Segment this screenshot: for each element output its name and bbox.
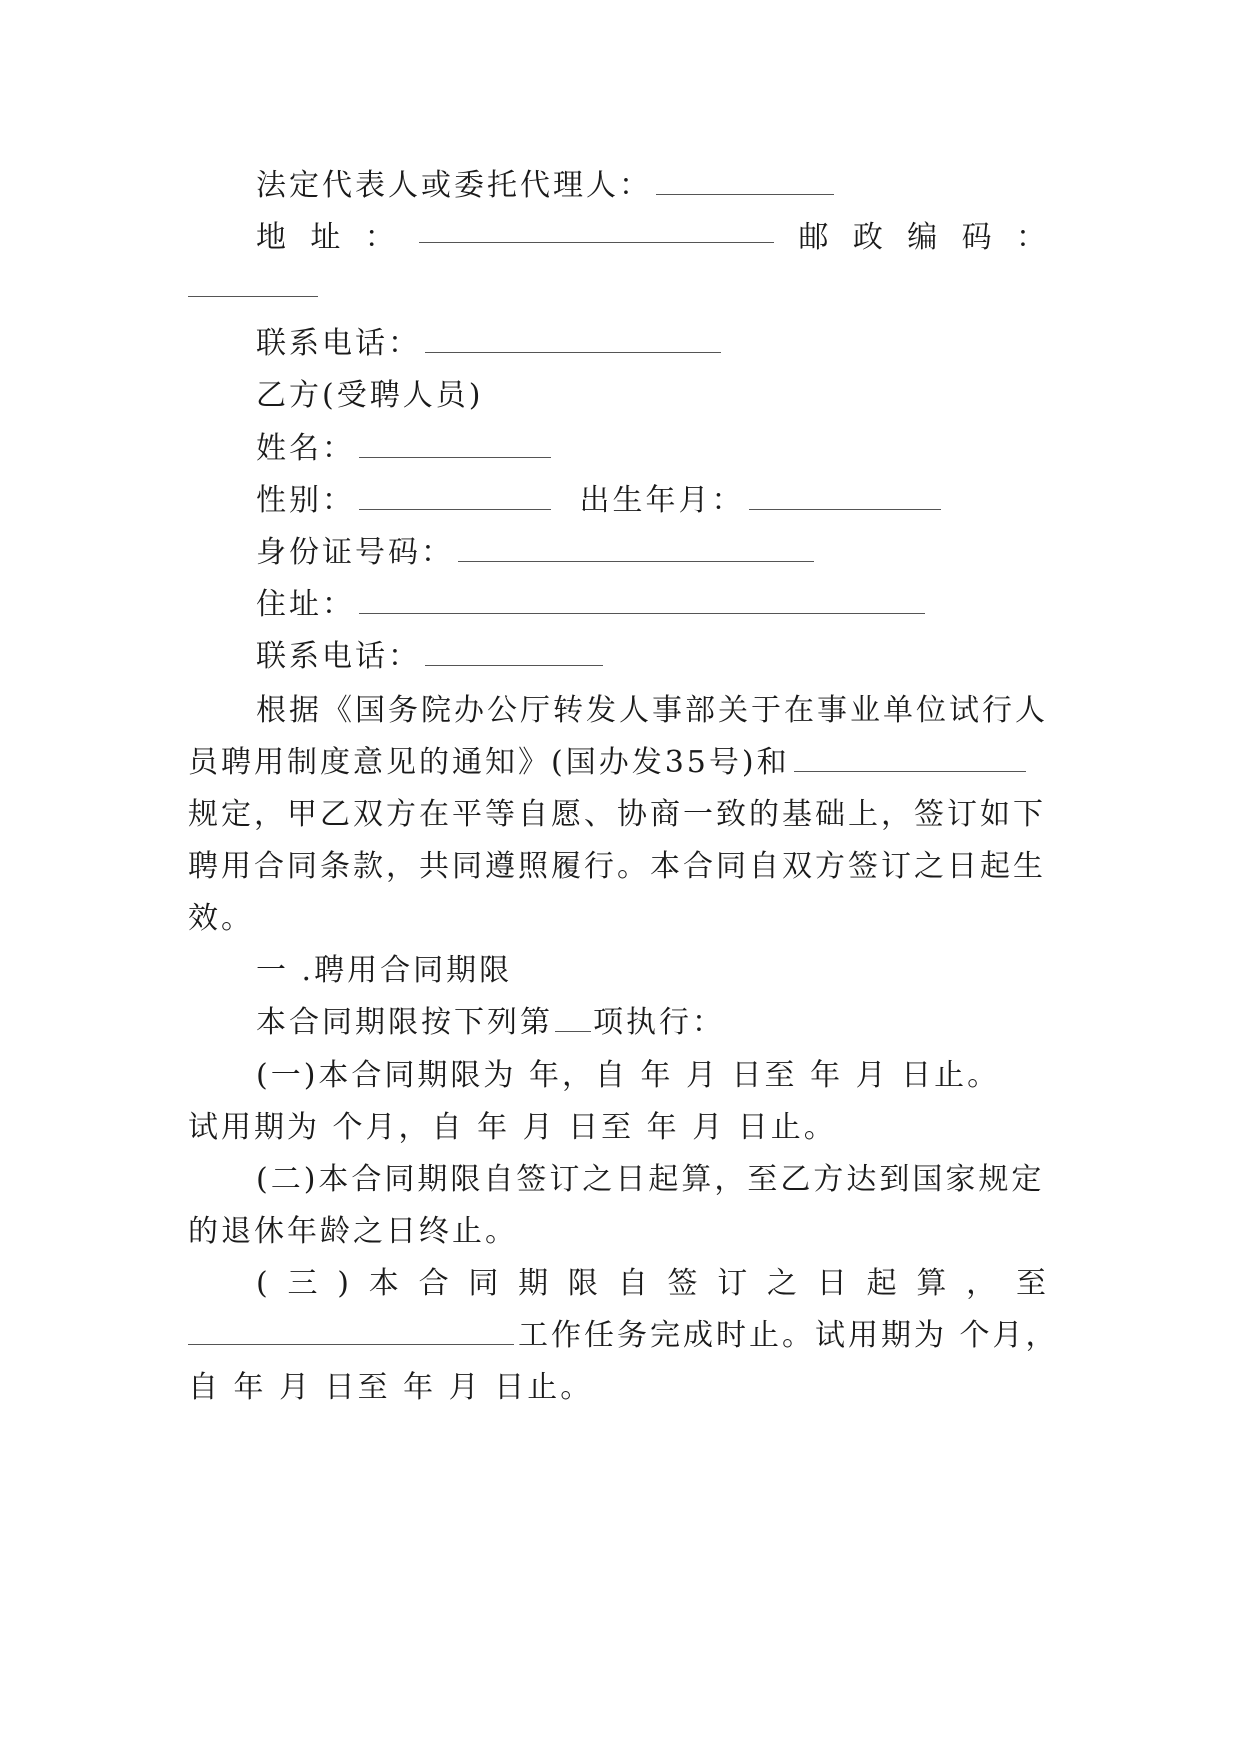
address-char: 码 xyxy=(961,220,992,255)
section-1-heading: 一 .聘用合同期限 xyxy=(256,953,513,988)
term-item-2-line-1: (二)本合同期限自签订之日起算，至乙方达到国家规定 xyxy=(256,1162,1045,1197)
gender-birth-line xyxy=(256,479,1116,523)
birth-label: 出生年月： xyxy=(579,483,745,518)
term-intro-before: 本合同期限按下列第 xyxy=(256,1005,553,1040)
address-char: 邮 xyxy=(798,220,829,255)
party-a-phone-line xyxy=(256,322,1116,366)
id-number-label: 身份证号码： xyxy=(256,535,454,570)
party-a-phone-blank xyxy=(425,326,721,353)
term-option-blank xyxy=(555,1005,591,1032)
preamble-line-1: 根据《国务院办公厅转发人事部关于在事业单位试行人 xyxy=(256,693,1048,728)
residence-blank xyxy=(359,587,925,614)
preamble-line-4: 聘用合同条款，共同遵照履行。本合同自双方签订之日起生 xyxy=(188,849,1046,884)
term-item-3-char: 三 xyxy=(287,1266,318,1301)
legal-rep-blank xyxy=(656,168,834,195)
term-item-3-char: ) xyxy=(337,1266,349,1301)
address-char: ： xyxy=(1016,220,1046,255)
term-intro-after: 项执行： xyxy=(593,1005,725,1040)
regulation-blank xyxy=(794,745,1026,772)
term-item-3-char: 同 xyxy=(468,1266,499,1301)
preamble-line-3: 规定，甲乙双方在平等自愿、协商一致的基础上，签订如下 xyxy=(188,797,1046,832)
postal-code-blank xyxy=(188,270,318,297)
postal-code-line xyxy=(188,266,1048,310)
name-label: 姓名： xyxy=(256,431,355,466)
term-item-3-char: 签 xyxy=(667,1266,698,1301)
term-item-1-line-2: 试用期为 个月，自 年 月 日至 年 月 日止。 xyxy=(188,1110,837,1145)
term-item-3-line-1 xyxy=(256,1262,1046,1306)
preamble-line-2-text: 员聘用制度意见的通知》(国办发35号)和 xyxy=(188,745,790,780)
gender-label: 性别： xyxy=(256,483,355,518)
party-b-phone-label: 联系电话： xyxy=(256,639,421,674)
address-char: 地 xyxy=(256,220,286,255)
address-char: 址 xyxy=(310,220,341,255)
term-item-3-char: 日 xyxy=(816,1266,847,1301)
term-item-1-line-1: (一)本合同期限为 年，自 年 月 日至 年 月 日止。 xyxy=(256,1058,1001,1093)
term-item-3-char: ( xyxy=(256,1266,268,1301)
address-char: 编 xyxy=(907,220,938,255)
name-blank xyxy=(359,431,551,458)
term-item-3-char: 起 xyxy=(866,1266,897,1301)
legal-rep-label: 法定代表人或委托代理人： xyxy=(256,168,652,203)
gender-blank xyxy=(359,483,551,510)
term-item-3-line-2 xyxy=(188,1314,1059,1358)
address-char: 政 xyxy=(852,220,883,255)
party-b-phone-blank xyxy=(425,639,603,666)
term-item-3-line-2-text: 工作任务完成时止。试用期为 个月， xyxy=(518,1318,1059,1353)
term-item-3-char: 之 xyxy=(767,1266,798,1301)
term-intro-line xyxy=(256,1001,1116,1045)
term-item-3-char: 订 xyxy=(717,1266,748,1301)
term-item-3-char: 自 xyxy=(617,1266,648,1301)
term-item-3-char: 本 xyxy=(368,1266,399,1301)
address-char: ： xyxy=(364,220,395,255)
legal-rep-line xyxy=(256,164,1116,208)
term-item-3-char: 合 xyxy=(418,1266,449,1301)
residence-line xyxy=(256,583,1116,627)
id-number-blank xyxy=(458,535,814,562)
term-item-3-char: ， xyxy=(966,1266,997,1301)
birth-blank xyxy=(749,483,941,510)
term-item-3-char: 算 xyxy=(916,1266,947,1301)
term-item-3-char: 至 xyxy=(1015,1266,1046,1301)
party-b-phone-line xyxy=(256,635,1116,679)
preamble-line-2 xyxy=(188,741,1048,785)
address-blank xyxy=(419,216,774,243)
id-number-line xyxy=(256,531,1116,575)
task-blank xyxy=(188,1318,514,1345)
term-item-3-line-3: 自 年 月 日至 年 月 日止。 xyxy=(188,1370,594,1405)
term-item-3-char: 限 xyxy=(567,1266,598,1301)
party-b-title: 乙方(受聘人员) xyxy=(256,378,484,413)
term-item-2-line-2: 的退休年龄之日终止。 xyxy=(188,1214,518,1249)
address-line xyxy=(256,216,1046,260)
name-line xyxy=(256,427,1116,471)
residence-label: 住址： xyxy=(256,587,355,622)
preamble-line-5: 效。 xyxy=(188,901,254,936)
party-a-phone-label: 联系电话： xyxy=(256,326,421,361)
term-item-3-char: 期 xyxy=(518,1266,549,1301)
